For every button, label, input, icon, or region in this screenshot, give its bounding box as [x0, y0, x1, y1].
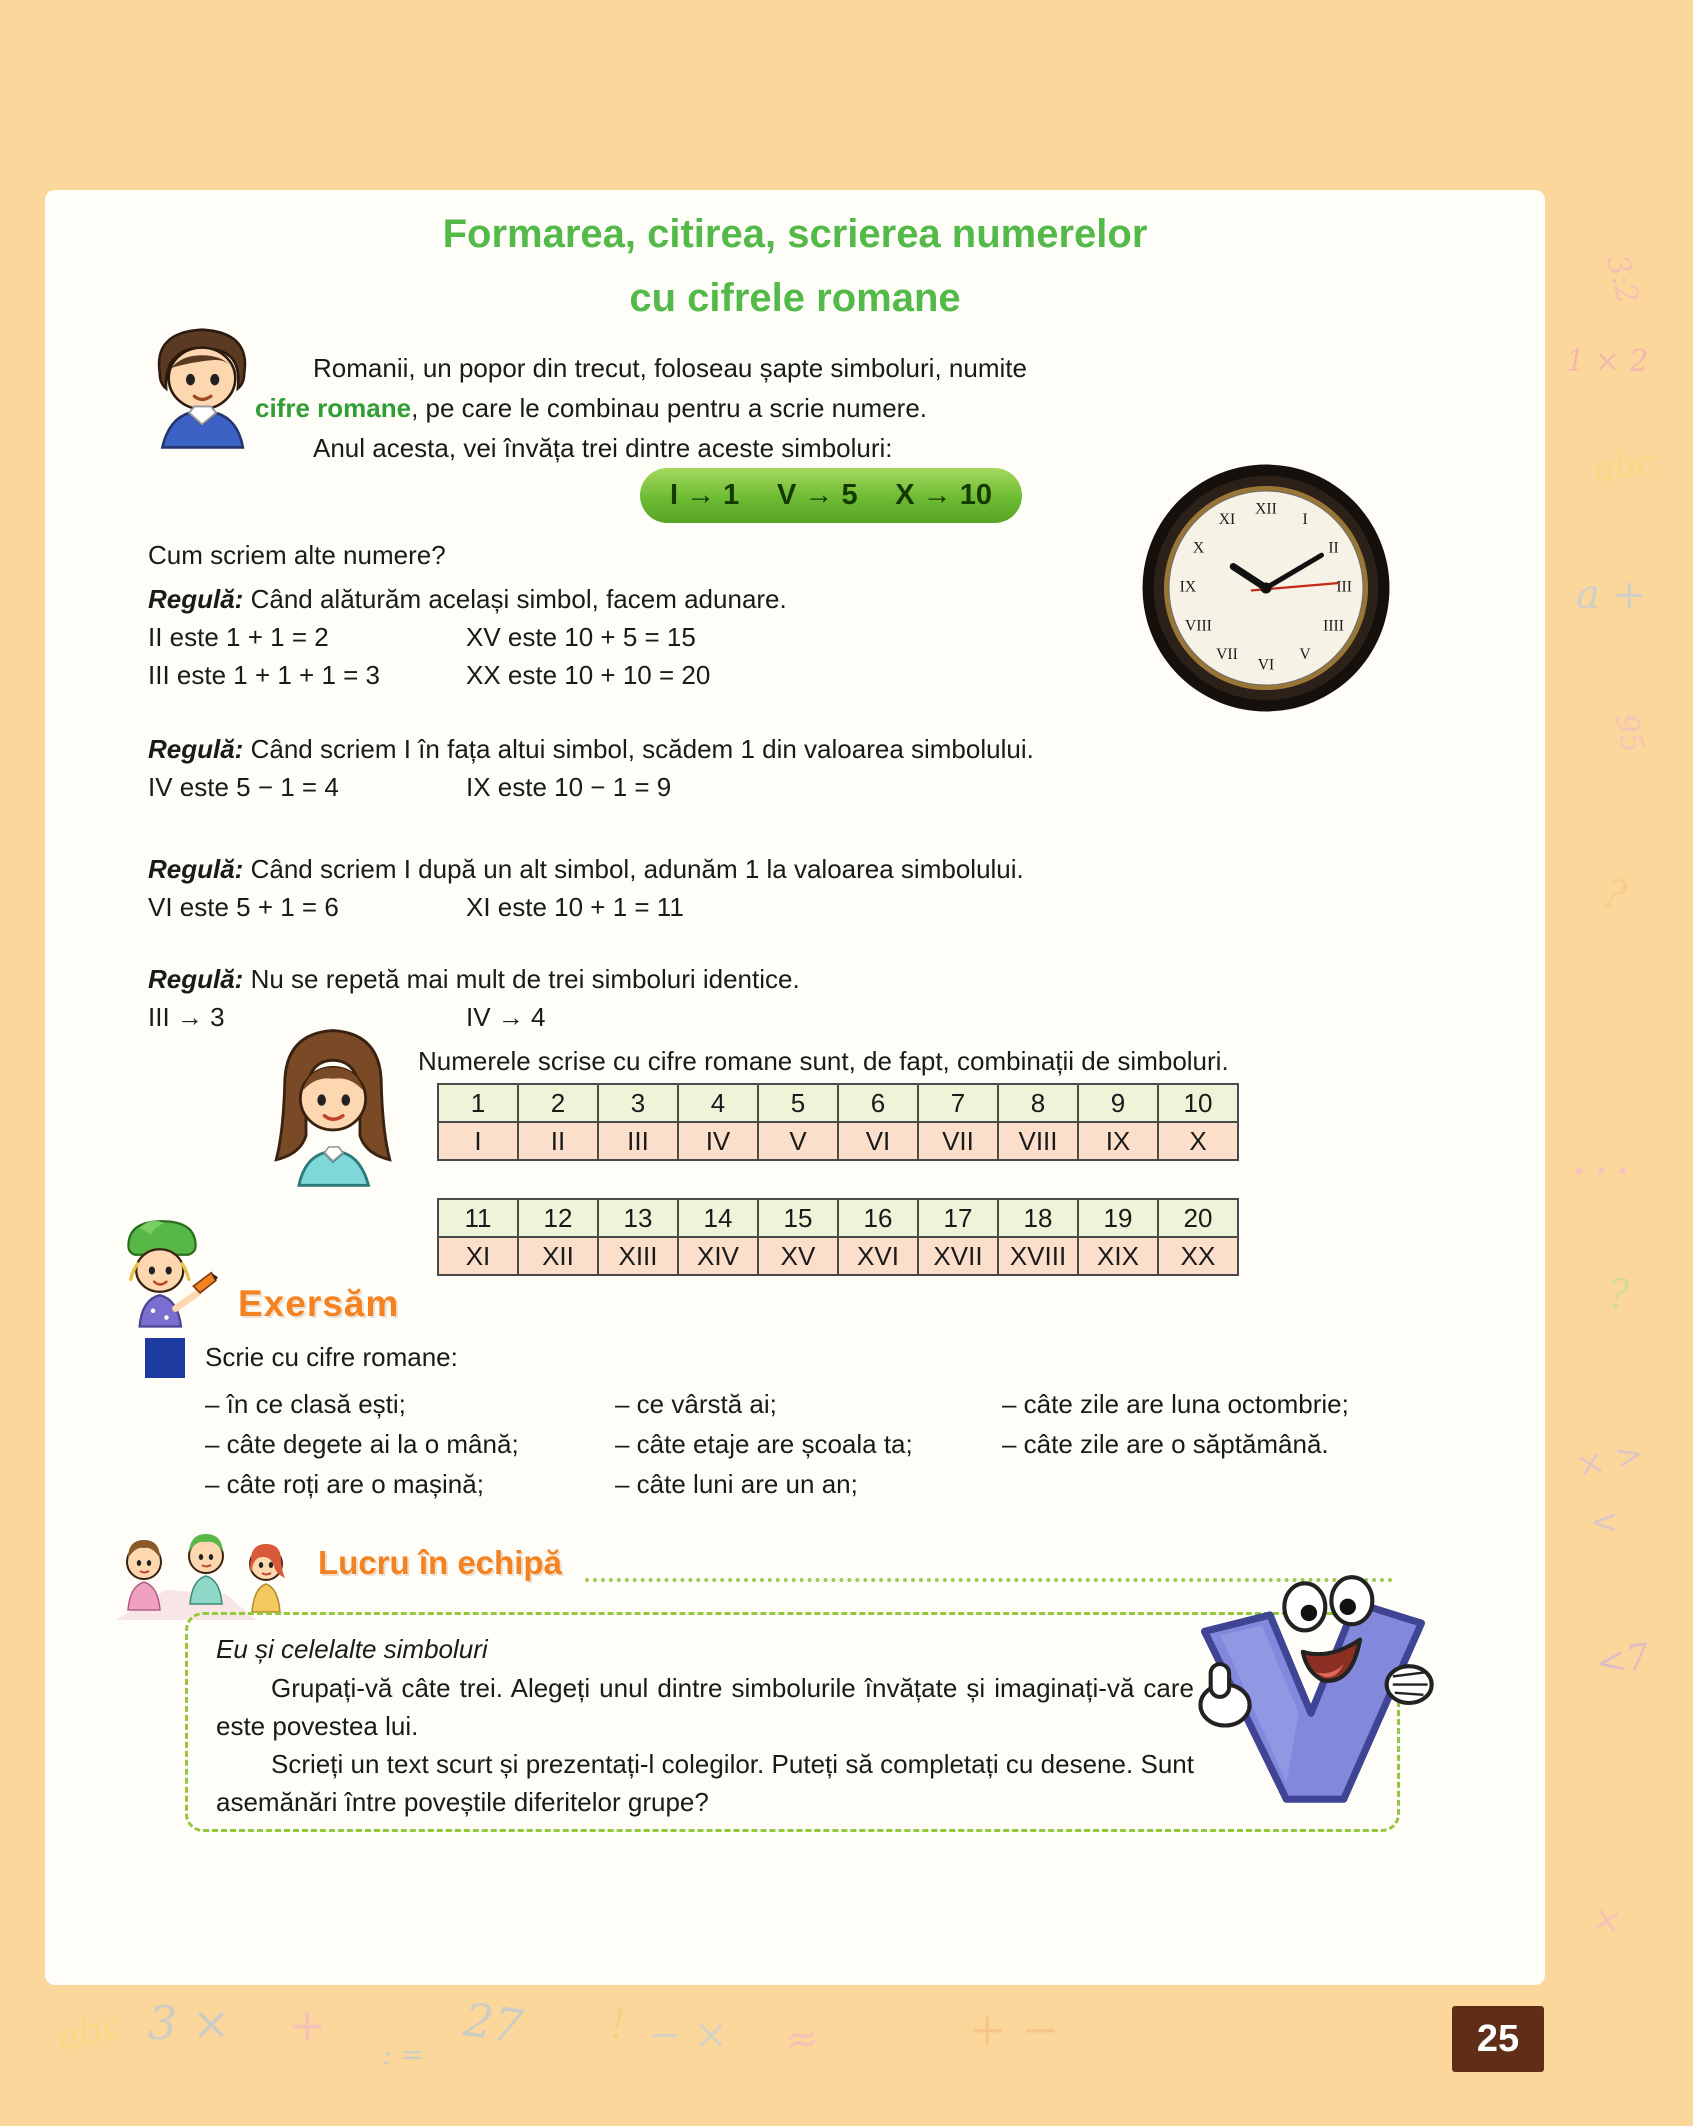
- cell-arabic: 6: [838, 1084, 918, 1122]
- cell-roman: XI: [438, 1237, 518, 1275]
- example: IV este 5 − 1 = 4: [148, 772, 339, 802]
- svg-text:III: III: [1336, 578, 1352, 596]
- cell-arabic: 5: [758, 1084, 838, 1122]
- cell-arabic: 11: [438, 1199, 518, 1237]
- rule-max-three: [148, 960, 800, 1036]
- decoration-glyph: : =: [382, 2038, 424, 2071]
- intro-line1: [255, 348, 1085, 388]
- decoration-glyph: ≈: [780, 2011, 823, 2066]
- page-number: 25: [1452, 2006, 1544, 2072]
- rule-label: Regulă:: [148, 964, 244, 994]
- cell-roman: X: [1158, 1122, 1238, 1160]
- roman-symbols-pill: [640, 468, 1022, 523]
- rule-head: [148, 580, 787, 618]
- cell-roman: V: [758, 1122, 838, 1160]
- exercise-bullet: [145, 1338, 185, 1378]
- rule-example-line: [148, 888, 1024, 926]
- intro-line3-text: Anul acesta, vei învăța trei dintre aceste simboluri:: [313, 433, 893, 463]
- cell-roman: XIV: [678, 1237, 758, 1275]
- svg-text:VIII: VIII: [1185, 617, 1212, 635]
- roman-numerals-table-11-20: [437, 1198, 1239, 1276]
- rule-label: Regulă:: [148, 734, 244, 764]
- cell-arabic: 15: [758, 1199, 838, 1237]
- intro-paragraph: [255, 348, 1085, 468]
- svg-text:XII: XII: [1255, 500, 1277, 518]
- cell-roman: XVII: [918, 1237, 998, 1275]
- exercise-item: – câte etaje are școala ta;: [615, 1429, 913, 1459]
- cell-roman: IV: [678, 1122, 758, 1160]
- arabic-row: [438, 1084, 1238, 1122]
- page-title-line1: Formarea, citirea, scrierea numerelor: [442, 212, 1148, 256]
- cell-roman: XV: [758, 1237, 838, 1275]
- symbol-x: X → 10: [895, 479, 992, 511]
- decoration-glyph: 3 ×: [148, 1996, 231, 2050]
- example: XI este 10 + 1 = 11: [466, 892, 684, 922]
- svg-text:V: V: [1299, 646, 1311, 664]
- teamwork-paragraph-2: Scrieți un text scurt și prezentați-l colegilor. Puteți să completați cu desene. Sunt asemănări între poveștile diferitelor grupe?: [216, 1749, 1194, 1817]
- cell-arabic: 19: [1078, 1199, 1158, 1237]
- decoration-glyph: ?: [1608, 1272, 1630, 1318]
- decoration-glyph: • • •: [1572, 1158, 1630, 1186]
- exercise-item: – ce vârstă ai;: [615, 1389, 777, 1419]
- rule-head: [148, 730, 1034, 768]
- letter-v-character-illustration: [1180, 1570, 1446, 1818]
- cell-roman: VII: [918, 1122, 998, 1160]
- rule-subtract-before: [148, 730, 1034, 806]
- arabic-row: [438, 1199, 1238, 1237]
- decoration-glyph: +: [288, 1998, 327, 2052]
- rule-addition: [148, 580, 787, 694]
- teamwork-heading: Lucru în echipă: [318, 1544, 562, 1581]
- svg-text:VII: VII: [1216, 646, 1238, 664]
- children-group-illustration: [106, 1520, 306, 1624]
- intro-line3: [255, 428, 1085, 468]
- cell-roman: XIX: [1078, 1237, 1158, 1275]
- decoration-glyph: 1 × 2: [1566, 344, 1649, 379]
- page-title: [45, 202, 1545, 330]
- exercise-column-2: [615, 1384, 913, 1504]
- cell-roman: XVI: [838, 1237, 918, 1275]
- rule-text: Când scriem I după un alt simbol, adunăm 1 la valoarea simbolului.: [250, 854, 1024, 884]
- cell-arabic: 8: [998, 1084, 1078, 1122]
- symbol-i: I → 1: [670, 479, 740, 511]
- rule-label: Regulă:: [148, 854, 244, 884]
- roman-row: [438, 1122, 1238, 1160]
- rule-head: [148, 850, 1024, 888]
- rule-example-line: [148, 618, 787, 656]
- decoration-glyph: 95: [1608, 711, 1651, 756]
- decoration-glyph: 3:2: [1598, 251, 1646, 308]
- decoration-glyph: abc: [54, 2005, 127, 2060]
- cell-roman: VIII: [998, 1122, 1078, 1160]
- rule-example-line: [148, 998, 800, 1036]
- boy-illustration: [138, 322, 266, 456]
- rule-text: Când scriem I în fața altui simbol, scădem 1 din valoarea simbolului.: [250, 734, 1034, 764]
- cell-roman: VI: [838, 1122, 918, 1160]
- cell-arabic: 4: [678, 1084, 758, 1122]
- exercise-column-3: [1002, 1384, 1349, 1464]
- cell-roman: XX: [1158, 1237, 1238, 1275]
- combination-note: Numerele scrise cu cifre romane sunt, de fapt, combinații de simboluri.: [418, 1046, 1229, 1076]
- example: XX este 10 + 10 = 20: [466, 660, 711, 690]
- exercise-item: – câte roți are o mașină;: [205, 1469, 484, 1499]
- example: IV → 4: [466, 1002, 546, 1032]
- cell-arabic: 17: [918, 1199, 998, 1237]
- cell-roman: IX: [1078, 1122, 1158, 1160]
- rule-text: Când alăturăm același simbol, facem adunare.: [250, 584, 787, 614]
- roman-row: [438, 1237, 1238, 1275]
- decoration-glyph: !: [610, 2002, 627, 2048]
- exersam-heading: Exersăm: [238, 1283, 400, 1324]
- cell-arabic: 1: [438, 1084, 518, 1122]
- example: II este 1 + 1 = 2: [148, 622, 329, 652]
- cell-arabic: 7: [918, 1084, 998, 1122]
- teamwork-subtitle: Eu și celelalte simboluri: [216, 1634, 488, 1664]
- intro-line1-text: Romanii, un popor din trecut, foloseau șapte simboluri, numite: [313, 353, 1027, 383]
- cell-roman: XIII: [598, 1237, 678, 1275]
- cell-roman: II: [518, 1122, 598, 1160]
- exercise-item: – câte degete ai la o mână;: [205, 1429, 519, 1459]
- example: III → 3: [148, 1002, 225, 1032]
- rule-label: Regulă:: [148, 584, 244, 614]
- decoration-glyph: a +: [1576, 572, 1647, 618]
- decoration-glyph: ?: [1598, 870, 1632, 920]
- decoration-glyph: + −: [968, 2002, 1060, 2056]
- decoration-glyph: − ×: [648, 2012, 728, 2058]
- cell-arabic: 13: [598, 1199, 678, 1237]
- exercise-item: – câte zile are o săptămână.: [1002, 1429, 1329, 1459]
- cell-roman: I: [438, 1122, 518, 1160]
- cell-roman: XII: [518, 1237, 598, 1275]
- girl-illustration: [262, 1022, 404, 1194]
- roman-clock-illustration: [1140, 462, 1392, 714]
- intro-line2: [255, 388, 1085, 428]
- cell-arabic: 10: [1158, 1084, 1238, 1122]
- exercise-item: – câte luni are un an;: [615, 1469, 858, 1499]
- exercise-column-1: [205, 1384, 519, 1504]
- rule-example-line: [148, 768, 1034, 806]
- cell-roman: XVIII: [998, 1237, 1078, 1275]
- rule-text: Nu se repetă mai mult de trei simboluri identice.: [250, 964, 800, 994]
- exercise-item: – în ce clasă ești;: [205, 1389, 406, 1419]
- example: IX este 10 − 1 = 9: [466, 772, 672, 802]
- cell-arabic: 9: [1078, 1084, 1158, 1122]
- cell-arabic: 18: [998, 1199, 1078, 1237]
- example: III este 1 + 1 + 1 = 3: [148, 660, 380, 690]
- example: XV este 10 + 5 = 15: [466, 622, 696, 652]
- decoration-glyph: <: [1590, 1502, 1619, 1542]
- rule-add-after: [148, 850, 1024, 926]
- decoration-glyph: × >: [1572, 1433, 1648, 1487]
- exersam-mascot-illustration: [106, 1210, 218, 1332]
- exercise-task: Scrie cu cifre romane:: [205, 1342, 458, 1372]
- question-how-to-write: Cum scriem alte numere?: [148, 540, 446, 570]
- teamwork-paragraph-1: Grupați-vă câte trei. Alegeți unul dintre simbolurile învățate și imaginați-vă care este povestea lui.: [216, 1673, 1194, 1741]
- cell-arabic: 14: [678, 1199, 758, 1237]
- rule-example-line: [148, 656, 787, 694]
- cell-arabic: 12: [518, 1199, 598, 1237]
- page-title-line2: cu cifrele romane: [629, 276, 961, 320]
- intro-line2-text: , pe care le combinau pentru a scrie numere.: [411, 393, 928, 423]
- exercise-item: – câte zile are luna octombrie;: [1002, 1389, 1349, 1419]
- cifre-romane-highlight: cifre romane: [255, 393, 412, 423]
- decoration-glyph: abc: [1591, 441, 1658, 491]
- decoration-glyph: 27: [460, 1992, 527, 2054]
- rule-head: [148, 960, 800, 998]
- decoration-glyph: ×: [1588, 1897, 1626, 1944]
- svg-text:IIII: IIII: [1323, 617, 1344, 635]
- cell-arabic: 20: [1158, 1199, 1238, 1237]
- svg-text:VI: VI: [1257, 656, 1275, 674]
- example: VI este 5 + 1 = 6: [148, 892, 339, 922]
- svg-text:X: X: [1192, 539, 1205, 557]
- cell-roman: III: [598, 1122, 678, 1160]
- roman-numerals-table-1-10: [437, 1083, 1239, 1161]
- svg-text:II: II: [1328, 539, 1339, 557]
- symbol-v: V → 5: [777, 479, 858, 511]
- svg-text:XI: XI: [1218, 511, 1236, 529]
- cell-arabic: 3: [598, 1084, 678, 1122]
- cell-arabic: 16: [838, 1199, 918, 1237]
- svg-text:I: I: [1302, 511, 1308, 529]
- decoration-glyph: <7: [1593, 1636, 1652, 1685]
- svg-text:IX: IX: [1179, 578, 1197, 596]
- cell-arabic: 2: [518, 1084, 598, 1122]
